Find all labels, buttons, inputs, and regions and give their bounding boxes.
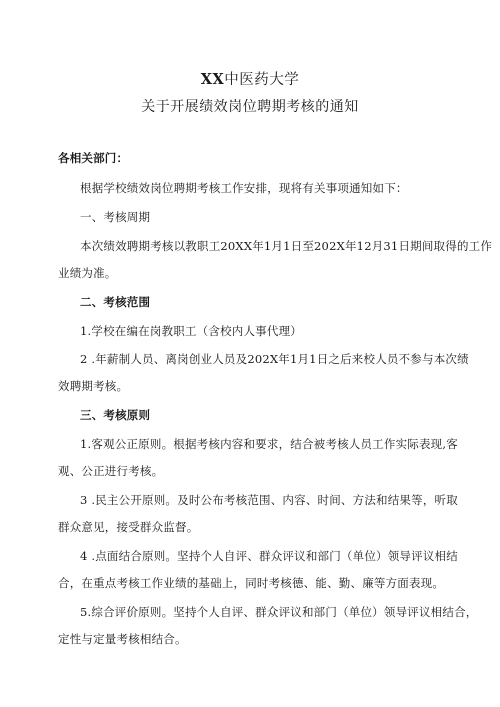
section-2-item-1: 1.学校在编在岗教职工（含校内人事代理） [80, 324, 302, 338]
title-prefix: XX [200, 71, 225, 88]
document-subtitle: 关于开展绩效岗位聘期考核的通知 [141, 99, 359, 115]
section-2-item-2-line-2: 效聘期考核。 [58, 379, 129, 393]
section-3-item-1-line-1: 1.客观公正原则。根据考核内容和要求，结合被考核人员工作实际表现,客 [80, 437, 458, 451]
section-3-item-4-line-1: 4 .点面结合原则。坚持个人自评、群众评议和部门（单位）领导评议相结 [80, 549, 458, 563]
section-3-item-5-line-2: 定性与定量考核相结合。 [58, 632, 187, 646]
section-2-item-2-line-1: 2 .年薪制人员、离岗创业人员及202X年1月1日之后来校人员不参与本次绩 [80, 352, 469, 366]
section-3-item-1-line-2: 观、公正进行考核。 [58, 464, 164, 478]
section-2-heading: 二、考核范围 [80, 295, 151, 309]
intro-paragraph: 根据学校绩效岗位聘期考核工作安排，现将有关事项通知如下： [80, 181, 408, 195]
section-3-item-5-line-1: 5.综合评价原则。坚持个人自评、群众评议和部门（单位）领导评议相结合， [80, 605, 478, 619]
section-1-heading: 一、考核周期 [80, 210, 151, 224]
section-3-item-3-line-2: 群众意见，接受群众监督。 [58, 520, 199, 534]
section-3-item-4-line-2: 合，在重点考核工作业绩的基础上，同时考核德、能、勤、廉等方面表现。 [58, 576, 445, 590]
document-title [0, 68, 500, 89]
section-3-heading: 三、考核原则 [80, 408, 151, 422]
title-rest: 中医药大学 [224, 72, 300, 88]
salutation: 各相关部门： [58, 151, 129, 165]
section-3-item-3-line-1: 3 .民主公开原则。及时公布考核范围、内容、时间、方法和结果等，听取 [80, 493, 458, 507]
section-1-paragraph-line-2: 业绩为准。 [58, 266, 117, 280]
section-1-paragraph-line-1: 本次绩效聘期考核以教职工20XX年1月1日至202X年12月31日期间取得的工作 [80, 239, 493, 253]
